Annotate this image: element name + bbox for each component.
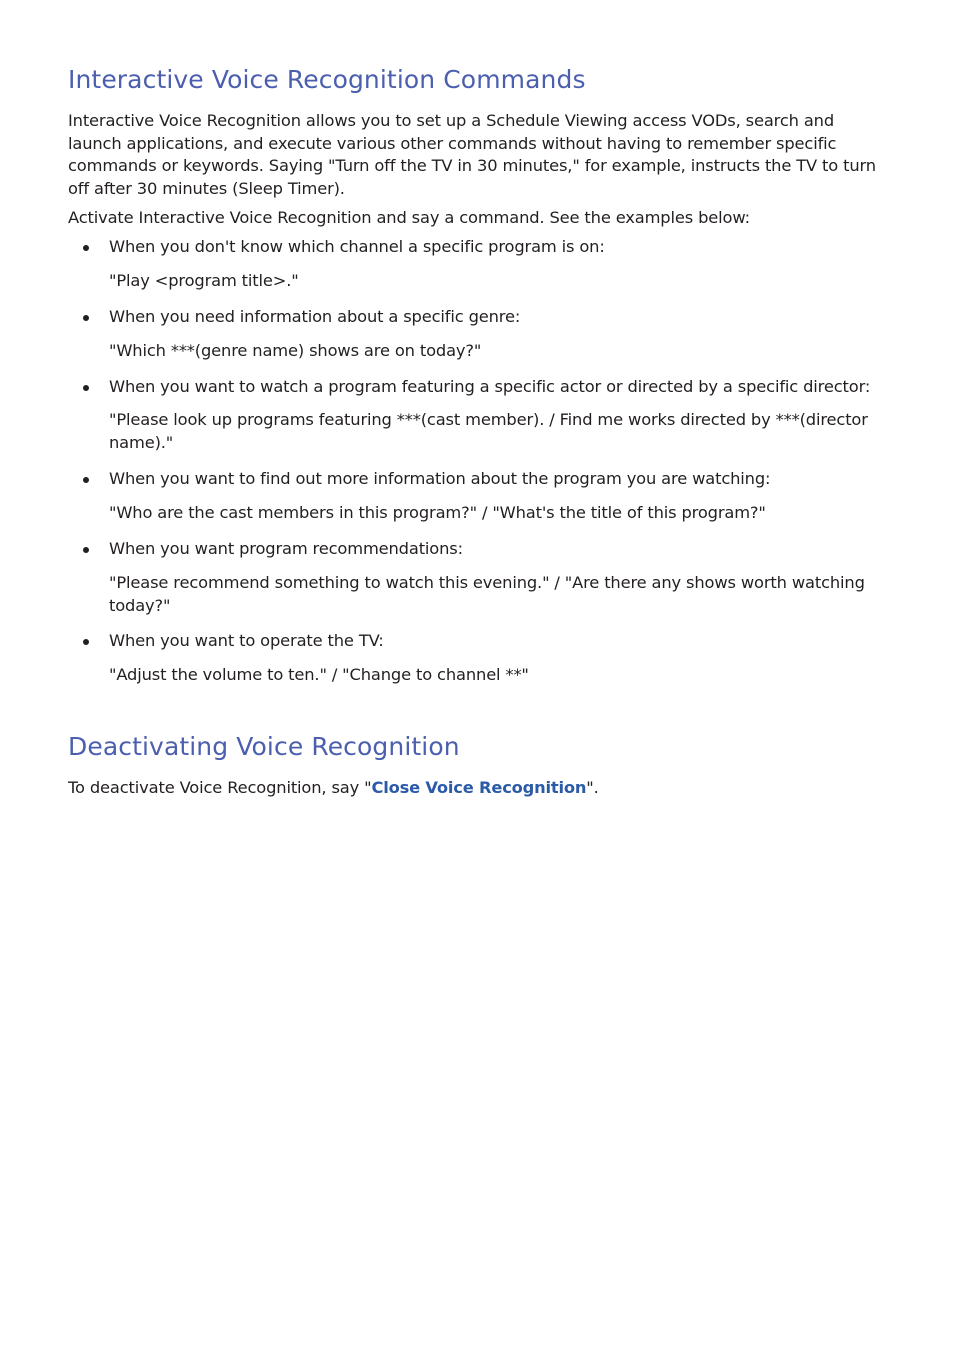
example-command: "Please look up programs featuring ***(cast member). / Find me works directed by ***(director name)." — [109, 410, 868, 452]
list-item-text: When you need information about a specific genre: — [109, 307, 521, 326]
section-heading-deactivating: Deactivating Voice Recognition — [68, 732, 460, 761]
activate-paragraph: Activate Interactive Voice Recognition and say a command. See the examples below: — [68, 208, 750, 227]
bullet-icon — [83, 547, 89, 553]
deactivate-text-after: ". — [586, 778, 599, 797]
example-command: "Adjust the volume to ten." / "Change to channel **" — [109, 665, 529, 684]
deactivate-paragraph — [68, 777, 888, 800]
list-item-text: When you want program recommendations: — [109, 539, 463, 558]
list-item-text: When you want to find out more information about the program you are watching: — [109, 469, 771, 488]
section-heading-interactive-commands: Interactive Voice Recognition Commands — [68, 65, 586, 94]
bullet-icon — [83, 639, 89, 645]
example-command: "Please recommend something to watch this evening." / "Are there any shows worth watching today?" — [109, 573, 865, 615]
example-command: "Play <program title>." — [109, 271, 299, 290]
bullet-icon — [83, 385, 89, 391]
bullet-icon — [83, 245, 89, 251]
example-command: "Which ***(genre name) shows are on today?" — [109, 341, 482, 360]
close-voice-recognition-command[interactable]: Close Voice Recognition — [371, 778, 587, 797]
deactivate-text-before: To deactivate Voice Recognition, say " — [68, 778, 372, 797]
list-item-text: When you want to watch a program featuring a specific actor or directed by a specific director: — [109, 377, 871, 396]
list-item-text: When you want to operate the TV: — [109, 631, 384, 650]
list-item-text: When you don't know which channel a specific program is on: — [109, 237, 605, 256]
example-command: "Who are the cast members in this program?" / "What's the title of this program?" — [109, 503, 766, 522]
intro-paragraph: Interactive Voice Recognition allows you to set up a Schedule Viewing access VODs, search and launch applications, and execute various other commands without having to remember specific commands or keywords. Saying "Turn off the TV in 30 minutes," for example, instructs the TV to turn off after 30 minutes (Sleep Timer). — [68, 111, 876, 198]
bullet-icon — [83, 315, 89, 321]
bullet-icon — [83, 477, 89, 483]
